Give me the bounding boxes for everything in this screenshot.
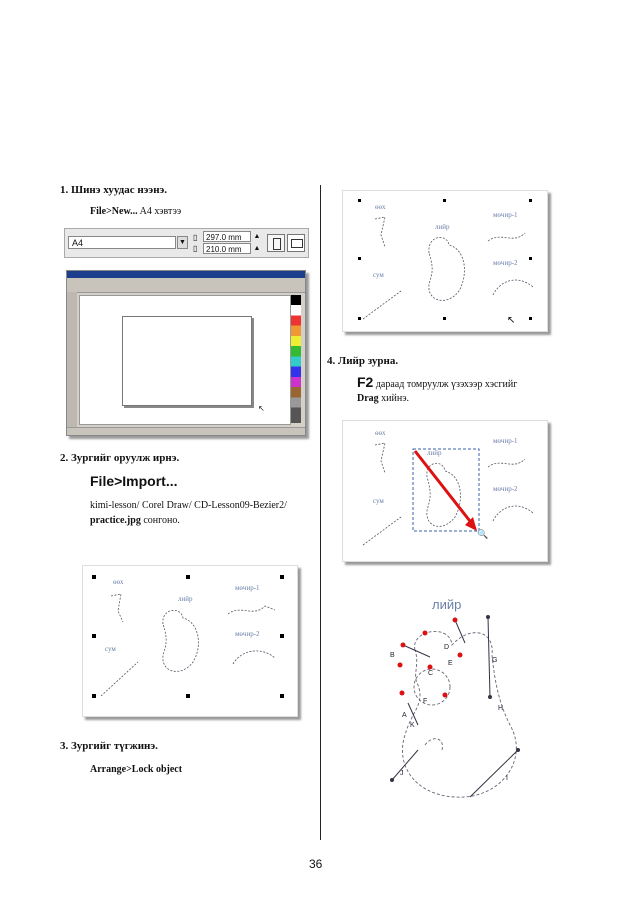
node-label: F [423, 698, 428, 705]
handle [92, 634, 96, 638]
arrow-shape [101, 662, 138, 696]
step1-menu: File>New... [90, 206, 138, 217]
node [486, 615, 490, 619]
paper-size-select[interactable]: A4 [68, 236, 176, 249]
step2-path: kimi-lesson/ Corel Draw/ CD-Lesson09-Bezier2/ [90, 500, 287, 511]
branch1-shape [488, 233, 525, 241]
bone-shape [111, 594, 123, 622]
step2-file-note: сонгоно. [143, 515, 180, 526]
node-label: E [448, 660, 453, 667]
step4-note1: дараад томруулж үзэхээр хэсгийг [375, 379, 518, 390]
branch1-shape [228, 606, 275, 614]
height-icon: ▯ [193, 244, 198, 253]
a4-page [122, 316, 252, 406]
paper-height-field[interactable]: 210.0 mm [203, 243, 251, 254]
handle [92, 575, 96, 579]
label-mod2: мөчир-2 [493, 485, 518, 493]
handle [443, 317, 446, 320]
dropdown-arrow-icon[interactable]: ▼ [177, 236, 188, 249]
step4-instruction [357, 374, 517, 390]
node [428, 665, 433, 670]
handle [92, 694, 96, 698]
handle [186, 694, 190, 698]
label-mod2: мөчир-2 [493, 259, 518, 267]
zoom-drawing [343, 421, 547, 561]
branch1-shape [488, 459, 525, 467]
node-label: B [390, 652, 395, 659]
node [390, 778, 394, 782]
handle [529, 199, 532, 202]
handle [358, 199, 361, 202]
node [488, 695, 492, 699]
step4-title: 4. Лийр зурна. [327, 355, 399, 367]
handle [529, 257, 532, 260]
node-label: A [402, 712, 407, 719]
handle [280, 634, 284, 638]
handle [358, 257, 361, 260]
landscape-button[interactable] [287, 234, 305, 252]
step1-note: A4 хэвтээ [139, 206, 182, 217]
branch2-shape [233, 651, 275, 664]
column-divider [320, 185, 321, 840]
handle [280, 575, 284, 579]
property-bar [64, 228, 309, 258]
node-label: J [400, 770, 404, 777]
node [398, 663, 403, 668]
handle-line [488, 617, 490, 697]
label-mod1: мөчир-1 [235, 584, 260, 592]
step4-note2: хийнэ. [381, 393, 410, 404]
zoom-icon: 🔍 [477, 529, 489, 539]
width-icon: ▯ [193, 233, 198, 242]
node-label: I [506, 775, 508, 782]
cursor-icon: ↖ [507, 315, 516, 326]
pear-shape [163, 610, 199, 671]
step2-file-line [90, 515, 180, 526]
node-label: G [492, 657, 498, 664]
cursor-icon: ↖ [258, 404, 265, 413]
node [443, 693, 448, 698]
node-label: H [498, 705, 504, 712]
branch2-shape [493, 280, 533, 295]
handle [186, 575, 190, 579]
node [453, 618, 458, 623]
paper-width-field[interactable]: 297.0 mm [203, 231, 251, 242]
step2-menu: File>Import... [90, 473, 178, 489]
practice-image-right-top [342, 190, 548, 332]
zoomed-pear [370, 585, 540, 810]
step4-drag: Drag [357, 393, 379, 404]
handle [529, 317, 532, 320]
label-liir: лийр [427, 449, 442, 457]
label-mod1: мөчир-1 [493, 211, 518, 219]
label-ooh: өөх [375, 203, 386, 211]
label-ooh: өөх [375, 429, 386, 437]
step4-line2 [357, 393, 409, 404]
step1-title: 1. Шинэ хуудас нээнэ. [60, 184, 168, 196]
bone-shape [375, 443, 385, 473]
toolbox [67, 292, 77, 427]
inner-curve [425, 739, 442, 750]
handle [443, 199, 446, 202]
page-number: 36 [309, 857, 323, 871]
label-mod1: мөчир-1 [493, 437, 518, 445]
arrow-shape [363, 517, 401, 545]
practice-drawing-top [343, 191, 547, 331]
handle-line [470, 750, 518, 797]
pear-bezier-drawing [370, 585, 540, 810]
node [458, 653, 463, 658]
label-liir: лийр [178, 595, 193, 603]
height-spinner-icon[interactable]: ▲ [253, 244, 261, 252]
toolbars [67, 278, 305, 293]
label-ooh: өөх [113, 578, 124, 586]
corel-window-screenshot [66, 270, 306, 436]
status-bar [67, 427, 305, 435]
node [400, 691, 405, 696]
step2-title: 2. Зургийг оруулж ирнэ. [60, 452, 180, 464]
handle-line [455, 620, 465, 643]
zoom-marquee-screenshot [342, 420, 548, 562]
label-sum: сум [105, 645, 116, 653]
handle [280, 694, 284, 698]
portrait-button[interactable] [267, 234, 285, 252]
handle-line [392, 750, 418, 780]
label-mod2: мөчир-2 [235, 630, 260, 638]
practice-drawing [83, 566, 297, 716]
label-sum: сум [373, 271, 384, 279]
step1-instruction [90, 206, 181, 217]
drawing-area [79, 295, 291, 425]
step2-file: practice.jpg [90, 515, 141, 526]
color-palette[interactable] [291, 295, 301, 423]
window-titlebar [67, 271, 305, 278]
handle [358, 317, 361, 320]
node [401, 643, 406, 648]
label-big-liir: лийр [432, 597, 462, 612]
node [516, 748, 520, 752]
width-spinner-icon[interactable]: ▲ [253, 232, 261, 240]
drag-arrow [415, 451, 473, 525]
bone-shape [375, 217, 385, 247]
step4-key: F2 [357, 374, 374, 390]
arrow-shape [363, 291, 401, 319]
label-liir: лийр [435, 223, 450, 231]
label-sum: сум [373, 497, 384, 505]
node [423, 631, 428, 636]
branch2-shape [493, 506, 533, 521]
practice-image-left [82, 565, 298, 717]
node-label: K [410, 722, 415, 729]
step3-menu: Arrange>Lock object [90, 764, 183, 775]
step3-title: 3. Зургийг түгжинэ. [60, 740, 158, 752]
pear-shape [429, 237, 465, 300]
node-label: C [428, 670, 434, 677]
node-label: D [444, 644, 450, 651]
